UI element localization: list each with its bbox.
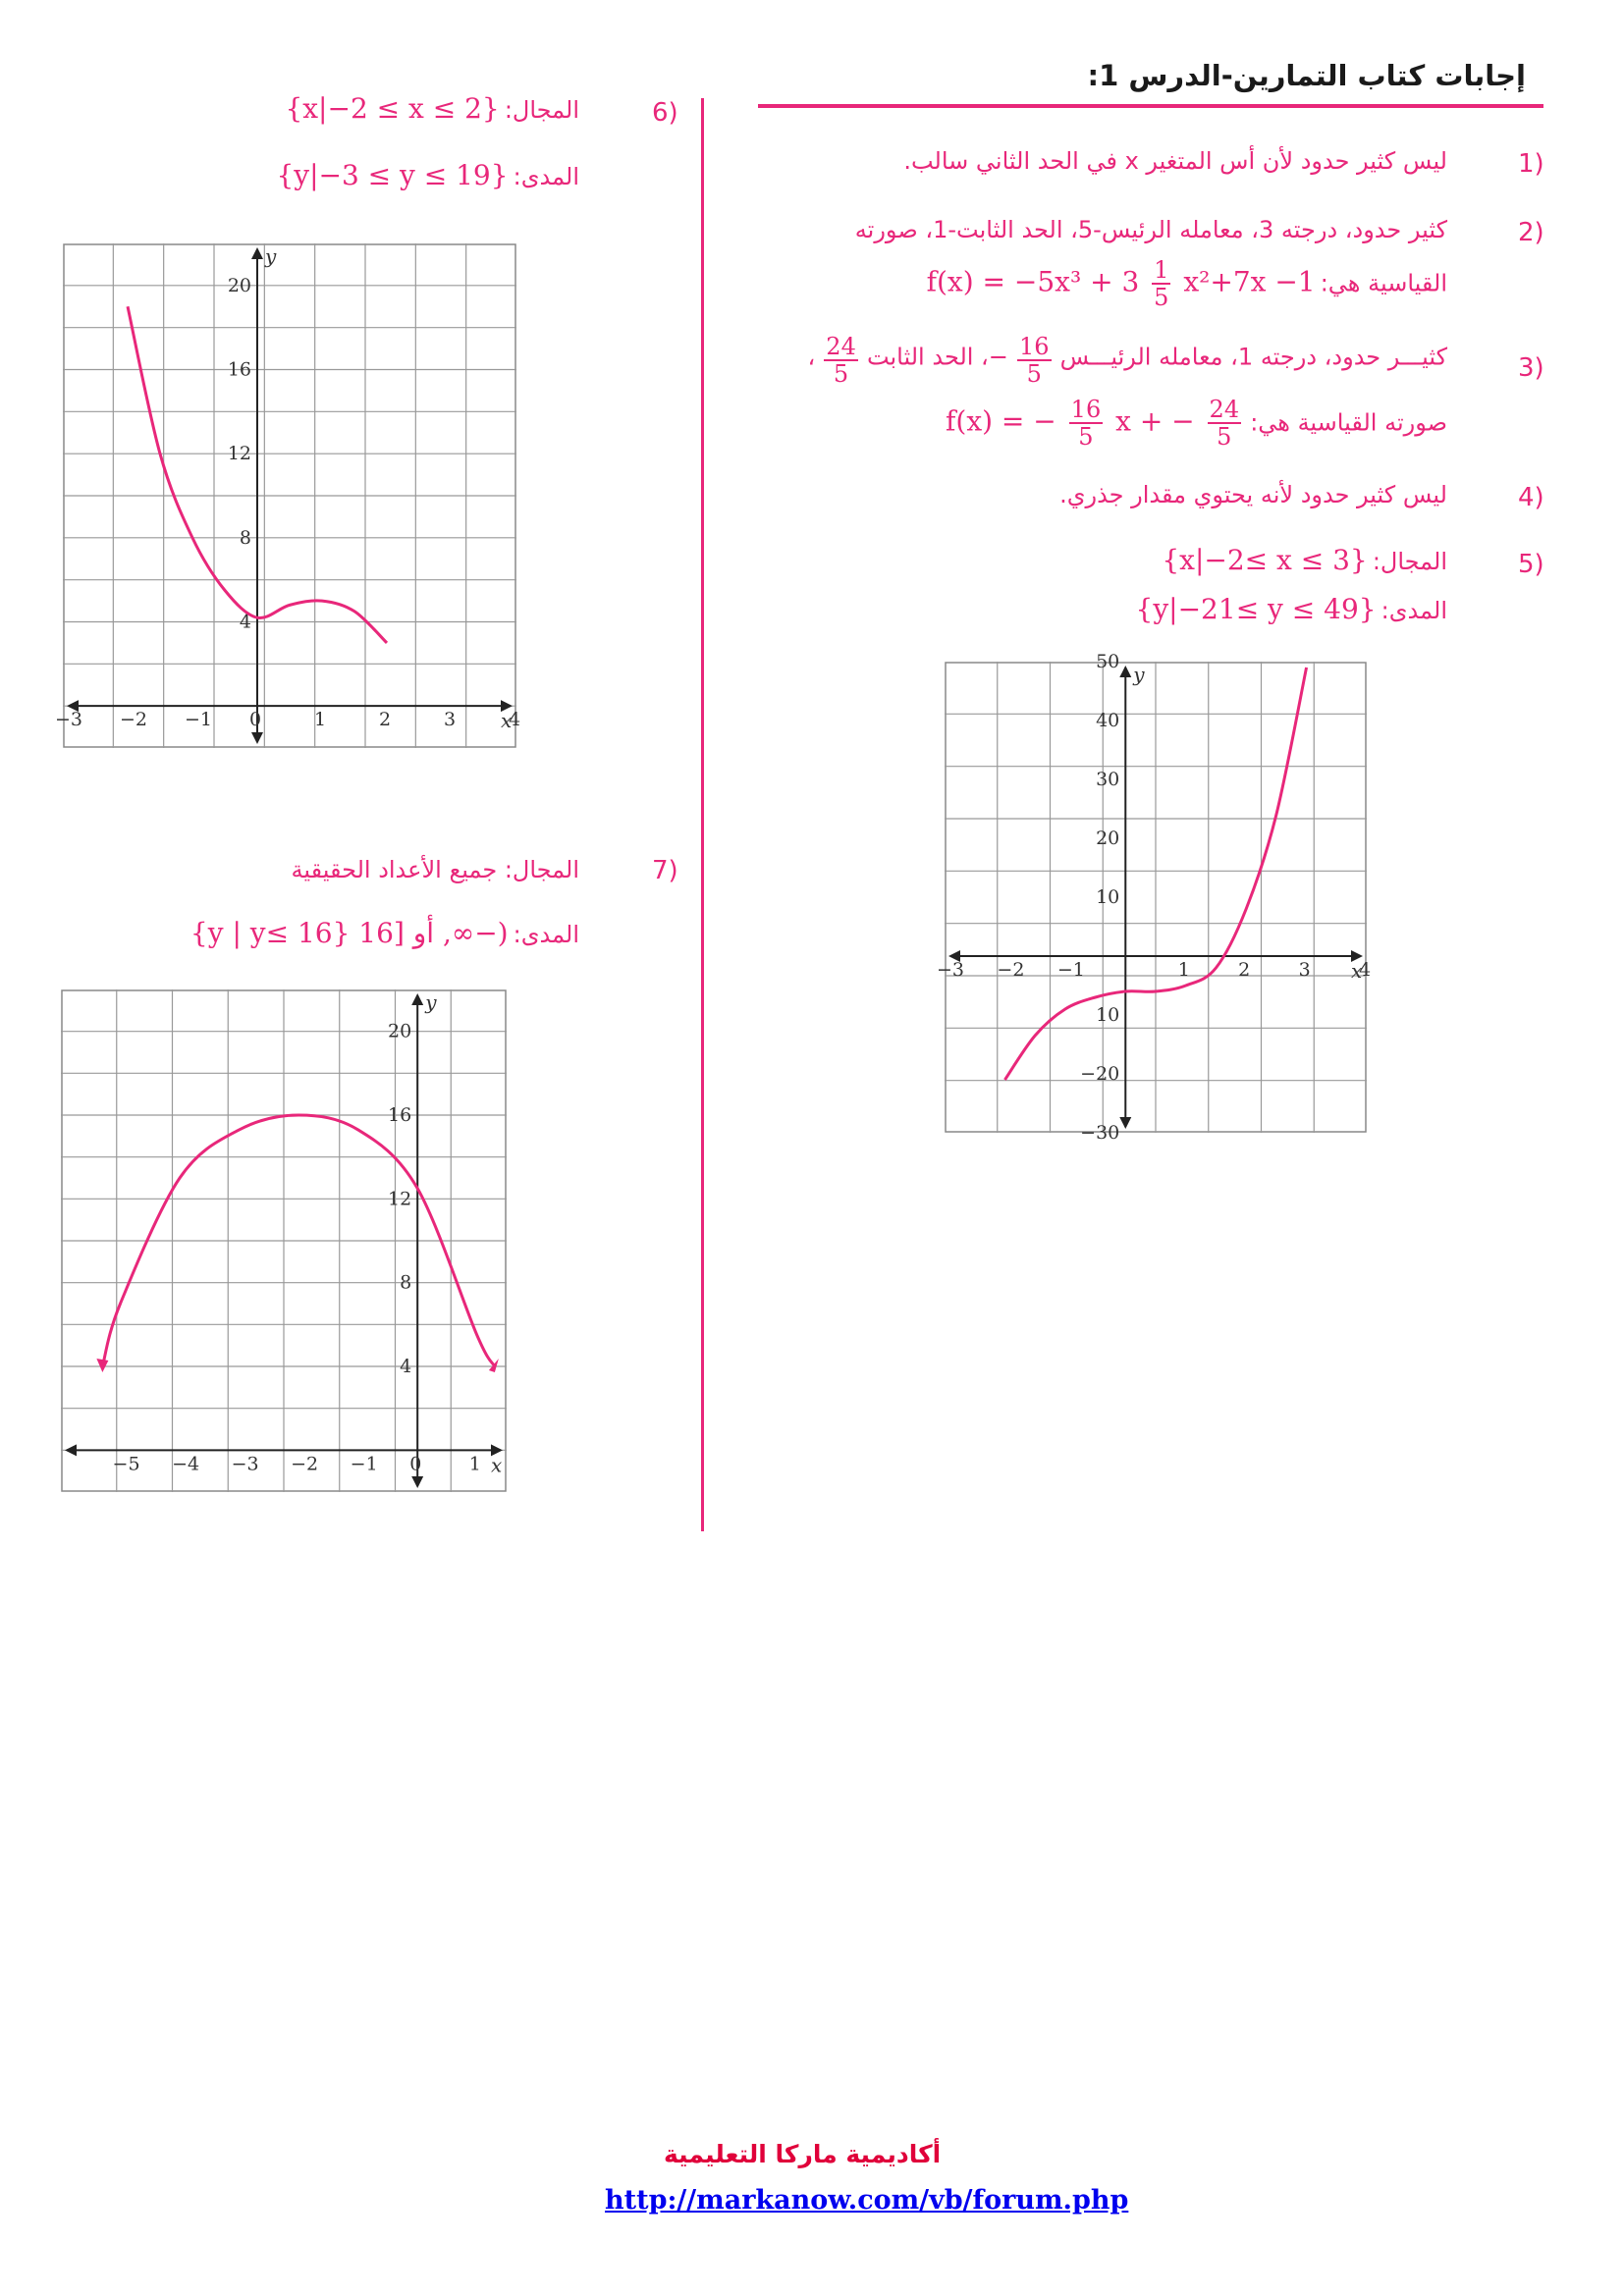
item-3-text-b: −، الحد الثابت xyxy=(866,343,1008,371)
item-number-6: 6) xyxy=(652,98,678,128)
range-value: {y|−21≤ y ≤ 49} xyxy=(1135,593,1377,625)
item-2-formula xyxy=(927,257,1316,310)
y-tick-label: 40 xyxy=(1096,710,1120,731)
item-7-domain xyxy=(291,856,579,883)
x-tick-label: −2 xyxy=(120,709,148,731)
graph-6 xyxy=(55,243,521,748)
item-4-text: ليس كثير حدود لأنه يحتوي مقدار جذري. xyxy=(1059,481,1447,508)
x-tick-label: 2 xyxy=(1238,959,1251,981)
y-tick-label: 10 xyxy=(1096,1004,1120,1026)
range-label: المدى: xyxy=(1380,597,1447,624)
item-5-range xyxy=(1136,593,1447,625)
x-tick-label: −3 xyxy=(55,709,83,731)
y-tick-label: −30 xyxy=(1080,1122,1120,1144)
y-tick-label: 30 xyxy=(1096,769,1120,790)
y-axis-label: y xyxy=(1133,663,1145,686)
y-tick-label: 50 xyxy=(1096,651,1120,672)
x-tick-label: 3 xyxy=(1298,959,1311,981)
item-number-1: 1) xyxy=(1518,149,1544,179)
academy-name: أكاديمية ماركا التعليمية xyxy=(664,2140,942,2168)
range-value: {y | y≤ 16} أو [16 ,∞−) xyxy=(189,917,509,949)
y-tick-label: 20 xyxy=(1096,828,1120,849)
y-axis-label: y xyxy=(425,990,437,1014)
x-tick-label: −2 xyxy=(997,959,1025,981)
item-3-fraction-1 xyxy=(1069,397,1104,450)
graph-5 xyxy=(937,651,1372,1144)
x-tick-label: 1 xyxy=(1177,959,1190,981)
item-2-line1: كثير حدود، درجته 3، معامله الرئيس-5، الحد الثابت-1، صورته xyxy=(854,216,1447,243)
y-tick-label: 4 xyxy=(239,611,251,633)
x-axis-label: x xyxy=(1351,959,1363,983)
item-number-2: 2) xyxy=(1518,218,1544,247)
item-3-text-a: كثيـــر حدود، درجته 1، معامله الرئيـــس xyxy=(1059,343,1447,371)
item-number-5: 5) xyxy=(1518,550,1544,579)
item-3-line2 xyxy=(946,397,1447,450)
frac-num: 1 xyxy=(1154,256,1169,284)
domain-value: {x|−2≤ x ≤ 3} xyxy=(1162,544,1368,576)
item-6-domain xyxy=(285,92,579,125)
y-tick-label: −20 xyxy=(1080,1063,1120,1085)
x-axis-label: x xyxy=(501,709,513,733)
frac-den: 5 xyxy=(833,360,849,388)
domain-value: جميع الأعداد الحقيقية xyxy=(291,856,498,883)
frac-num: 16 xyxy=(1019,333,1050,360)
range-value: {y|−3 ≤ y ≤ 19} xyxy=(276,159,509,191)
x-axis-label: x xyxy=(491,1453,503,1477)
item-3-formula xyxy=(946,397,1245,450)
x-tick-label: 2 xyxy=(379,709,392,731)
item-2-label: القياسية هي: xyxy=(1320,269,1447,297)
frac-den: 5 xyxy=(1026,360,1042,388)
item-7-range xyxy=(190,917,579,949)
range-label: المدى: xyxy=(513,921,579,948)
domain-label: المجال: xyxy=(504,856,579,883)
column-divider xyxy=(701,98,704,1531)
item-3-const-fraction xyxy=(824,334,858,387)
y-axis-label: y xyxy=(265,244,277,268)
x-tick-label: 1 xyxy=(314,709,327,731)
frac-den: 5 xyxy=(1217,423,1232,451)
range-label: المدى: xyxy=(513,163,579,190)
title-underline xyxy=(758,104,1543,108)
x-tick-label: −1 xyxy=(350,1453,378,1475)
item-2-fraction xyxy=(1152,257,1170,310)
y-tick-label: 20 xyxy=(388,1020,412,1042)
x-tick-label: 0 xyxy=(249,709,262,731)
x-tick-label: −1 xyxy=(1056,959,1085,981)
item-3-formula-a: f(x) = − xyxy=(946,404,1056,438)
item-1-text: ليس كثير حدود لأن أس المتغير x في الحد الثاني سالب. xyxy=(903,147,1447,175)
x-tick-label: 4 xyxy=(509,709,521,731)
item-2-formula-b: x²+7x −1 xyxy=(1183,265,1316,298)
item-3-fraction-2 xyxy=(1208,397,1242,450)
frac-num: 24 xyxy=(1209,396,1240,423)
frac-den: 5 xyxy=(1078,423,1094,451)
graph-7 xyxy=(61,989,507,1492)
item-number-3: 3) xyxy=(1518,353,1544,383)
item-6-range xyxy=(276,159,579,191)
item-3-formula-b: x + − xyxy=(1115,404,1195,438)
x-tick-label: 1 xyxy=(468,1453,481,1475)
forum-link[interactable]: http://markanow.com/vb/forum.php xyxy=(605,2185,1129,2216)
y-tick-label: 20 xyxy=(227,274,251,296)
x-tick-label: −4 xyxy=(172,1453,200,1475)
x-tick-label: 0 xyxy=(409,1453,422,1475)
y-tick-label: 4 xyxy=(400,1356,412,1377)
item-number-4: 4) xyxy=(1518,483,1544,512)
frac-num: 16 xyxy=(1070,396,1102,423)
y-tick-label: 16 xyxy=(388,1104,412,1126)
y-tick-label: 8 xyxy=(400,1271,412,1294)
x-tick-label: −5 xyxy=(112,1453,140,1475)
x-tick-label: −3 xyxy=(231,1453,259,1475)
domain-value: {x|−2 ≤ x ≤ 2} xyxy=(285,92,500,125)
item-5-domain xyxy=(1162,544,1447,576)
x-tick-label: −2 xyxy=(291,1453,319,1475)
y-tick-label: 8 xyxy=(239,526,251,549)
y-tick-label: 10 xyxy=(1096,886,1120,908)
x-tick-label: −3 xyxy=(937,959,965,981)
domain-label: المجال: xyxy=(504,96,579,124)
frac-den: 5 xyxy=(1154,284,1169,311)
item-2-line2 xyxy=(927,257,1447,310)
y-tick-label: 16 xyxy=(227,358,251,381)
y-tick-label: 12 xyxy=(388,1188,412,1210)
frac-num: 24 xyxy=(826,333,856,360)
domain-label: المجال: xyxy=(1372,548,1447,575)
item-3-coef-fraction xyxy=(1017,334,1052,387)
page-title: إجابات كتاب التمارين-الدرس 1: xyxy=(1087,59,1526,92)
item-3-text-c: ، xyxy=(807,343,816,371)
item-number-7: 7) xyxy=(652,856,678,885)
y-tick-label: 12 xyxy=(227,443,251,465)
item-3-line1 xyxy=(807,334,1447,387)
x-tick-label: 3 xyxy=(444,709,457,731)
item-2-formula-a: f(x) = −5x³ + 3 xyxy=(926,265,1140,298)
item-3-label: صورته القياسية هي: xyxy=(1250,408,1447,437)
x-tick-label: 4 xyxy=(1359,959,1372,981)
x-tick-label: −1 xyxy=(185,709,213,731)
